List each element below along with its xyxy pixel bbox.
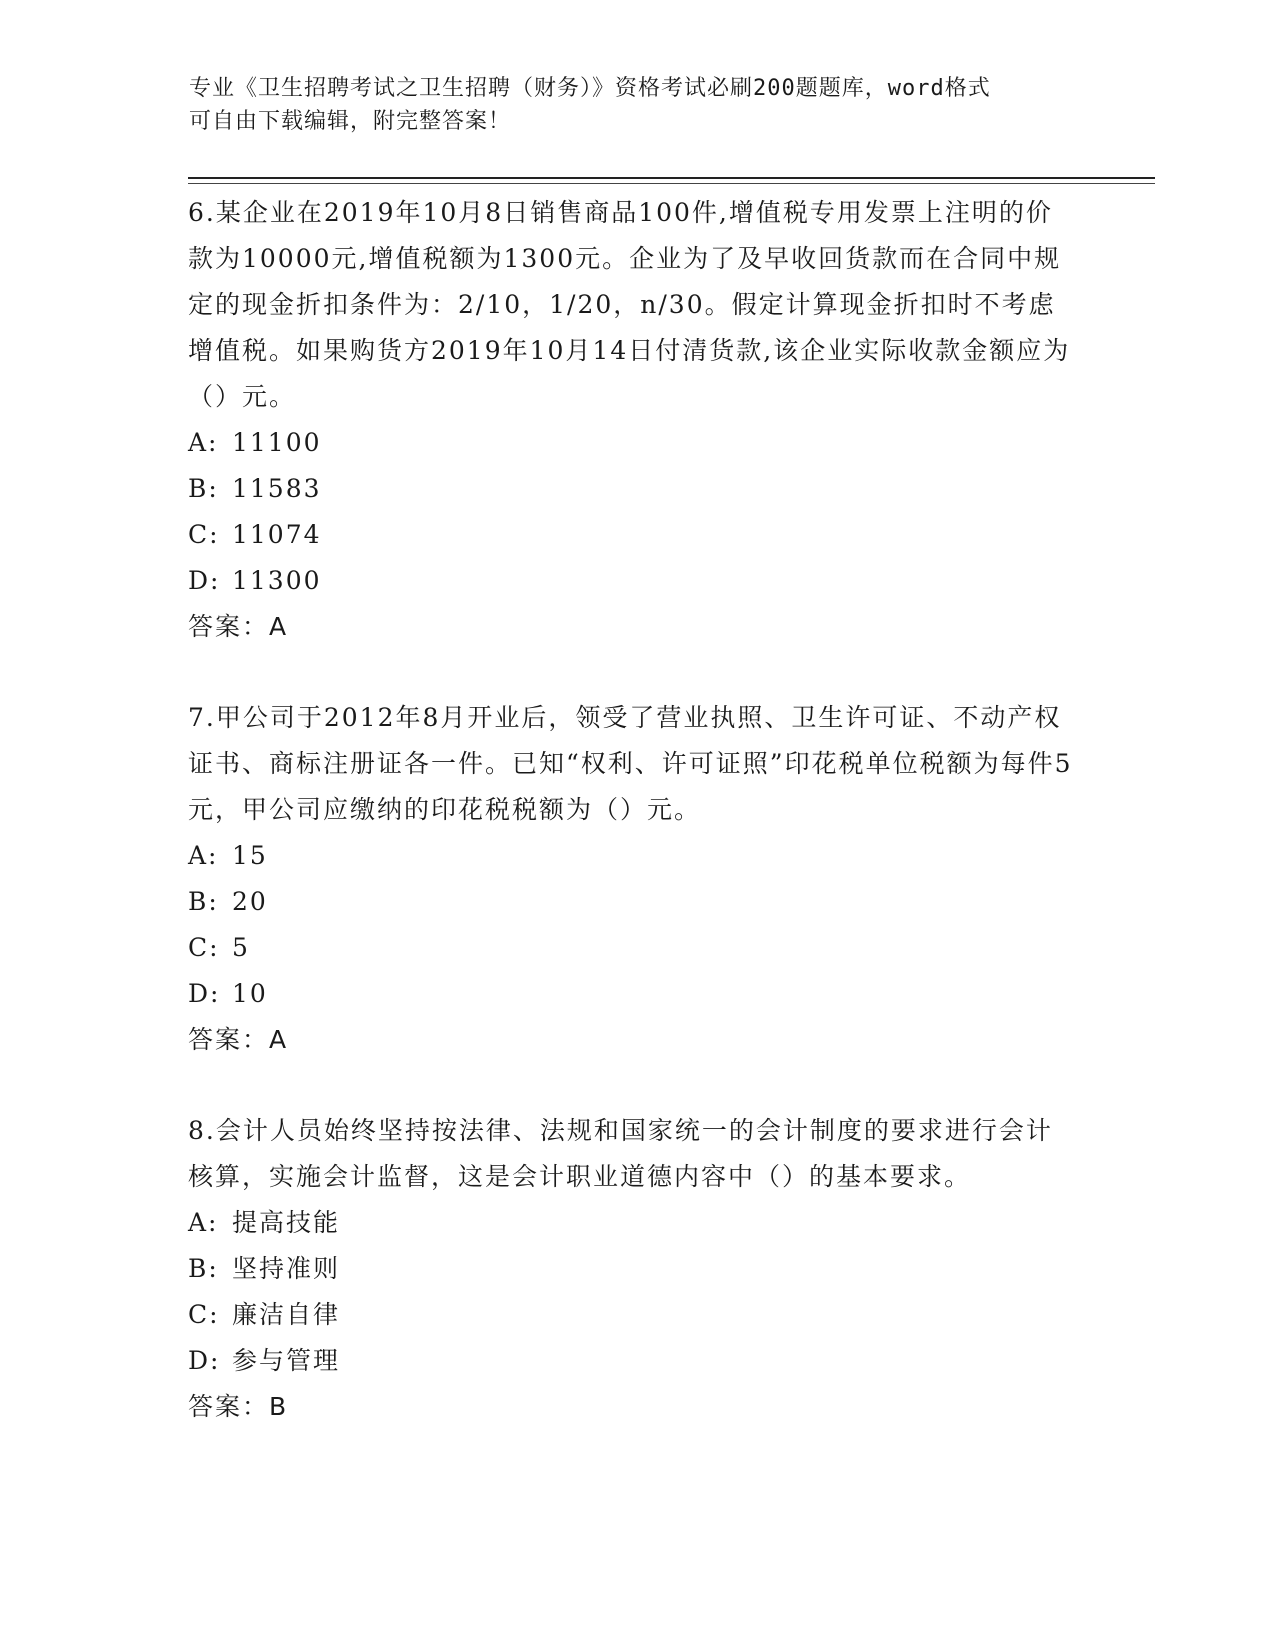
option-text: 11583 (232, 474, 322, 503)
option-letter: A: (188, 1208, 219, 1237)
answer-label: 答案：A (188, 612, 289, 641)
option-text: 15 (232, 841, 268, 870)
option-a (188, 420, 1078, 466)
header-divider-thin (188, 183, 1155, 184)
header-line-1: 专业《卫生招聘考试之卫生招聘（财务）》资格考试必刷200题题库，word格式 (189, 76, 991, 101)
option-letter: A: (188, 428, 219, 457)
option-text: 10 (232, 979, 268, 1008)
question-list (188, 190, 1078, 1475)
option-a (188, 833, 1078, 879)
option-letter: C: (188, 1300, 220, 1329)
option-text: 11300 (232, 566, 322, 595)
option-c (188, 925, 1078, 971)
option-text: 5 (232, 933, 250, 962)
option-d (188, 971, 1078, 1017)
option-letter: C: (188, 933, 220, 962)
option-letter: B: (188, 474, 219, 503)
option-text: 11100 (232, 428, 322, 457)
option-letter: D: (188, 979, 221, 1008)
option-c (188, 1292, 1078, 1338)
option-text: 11074 (232, 520, 322, 549)
option-letter: C: (188, 520, 220, 549)
option-c (188, 512, 1078, 558)
option-letter: D: (188, 566, 221, 595)
option-a (188, 1200, 1078, 1246)
answer-label: 答案：B (188, 1392, 289, 1421)
option-letter: D: (188, 1346, 221, 1375)
question-text: 8.会计人员始终坚持按法律、法规和国家统一的会计制度的要求进行会计核算，实施会计监督，这是会计职业道德内容中（）的基本要求。 (188, 1116, 1053, 1191)
answer-label: 答案：A (188, 1025, 289, 1054)
question-7 (188, 695, 1078, 1063)
option-text: 参与管理 (232, 1346, 341, 1375)
header-line-2: 可自由下载编辑，附完整答案！ (189, 109, 512, 134)
option-d (188, 558, 1078, 604)
option-letter: B: (188, 1254, 219, 1283)
option-b (188, 879, 1078, 925)
option-text: 坚持准则 (232, 1254, 341, 1283)
option-letter: A: (188, 841, 219, 870)
option-b (188, 1246, 1078, 1292)
header-divider-thick (188, 177, 1155, 179)
question-8 (188, 1108, 1078, 1430)
document-header (189, 72, 1079, 138)
option-text: 提高技能 (232, 1208, 341, 1237)
question-text: 7.甲公司于2012年8月开业后，领受了营业执照、卫生许可证、不动产权证书、商标注册证各一件。已知“权利、许可证照”印花税单位税额为每件5元，甲公司应缴纳的印花税税额为（）元。 (188, 703, 1073, 824)
option-letter: B: (188, 887, 219, 916)
question-text: 6.某企业在2019年10月8日销售商品100件,增值税专用发票上注明的价款为10000元,增值税额为1300元。企业为了及早收回货款而在合同中规定的现金折扣条件为：2/10，1/20，n/30。假定计算现金折扣时不考虑增值税。如果购货方2019年10月14日付清货款,该企业实际收款金额应为（）元。 (188, 198, 1071, 411)
option-text: 廉洁自律 (232, 1300, 341, 1329)
option-b (188, 466, 1078, 512)
question-6 (188, 190, 1078, 650)
option-text: 20 (232, 887, 268, 916)
option-d (188, 1338, 1078, 1384)
